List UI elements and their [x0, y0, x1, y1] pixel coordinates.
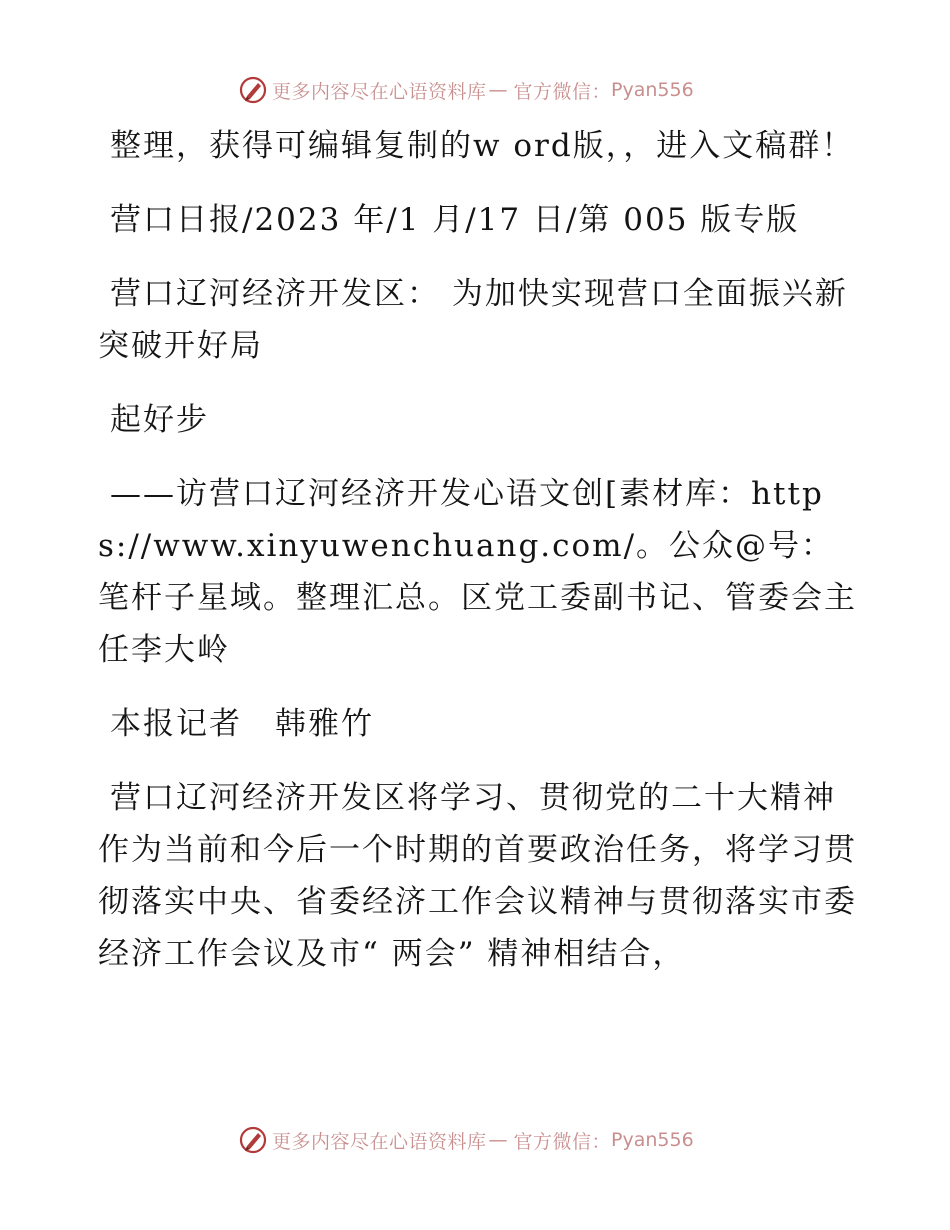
paragraph-headline-cont: 起好步 — [110, 402, 209, 438]
document-body — [98, 120, 858, 1002]
watermark-footer — [238, 1122, 708, 1158]
watermark-id: Pyan556 — [611, 1129, 694, 1151]
paragraph-subtitle: ——访营口辽河经济开发心语文创[素材库：https://www.xinyuwenchuang.com/。公众@号：笔杆子星域。整理汇总。区党工委副书记、管委会主任李大岭 — [98, 476, 857, 668]
paragraph-body: 营口辽河经济开发区将学习、贯彻党的二十大精神作为当前和今后一个时期的首要政治任务，将学习贯彻落实中央、省委经济工作会议精神与贯彻落实市委经济工作会议及市“ 两会” 精神相结合， — [98, 780, 857, 972]
watermark-text: 更多内容尽在心语资料库 — [272, 80, 487, 103]
watermark-text: 更多内容尽在心语资料库 — [272, 1130, 487, 1153]
watermark-separator: — — [488, 79, 508, 101]
watermark-id: Pyan556 — [611, 79, 694, 101]
watermark-header — [238, 72, 708, 108]
pen-circle-logo-icon — [238, 1125, 268, 1155]
watermark-official: 官方微信： — [513, 80, 612, 103]
watermark-official: 官方微信： — [513, 1130, 612, 1153]
paragraph-byline: 本报记者 韩雅竹 — [110, 706, 374, 742]
paragraph-source: 营口日报/2023 年/1 月/17 日/第 005 版专版 — [110, 202, 800, 238]
pen-circle-logo-icon — [238, 75, 268, 105]
paragraph-intro: 整理，获得可编辑复制的w ord版，，进入文稿群！ — [110, 128, 855, 164]
watermark-separator: — — [488, 1129, 508, 1151]
paragraph-headline: 营口辽河经济开发区： 为加快实现营口全面振兴新突破开好局 — [98, 276, 848, 364]
